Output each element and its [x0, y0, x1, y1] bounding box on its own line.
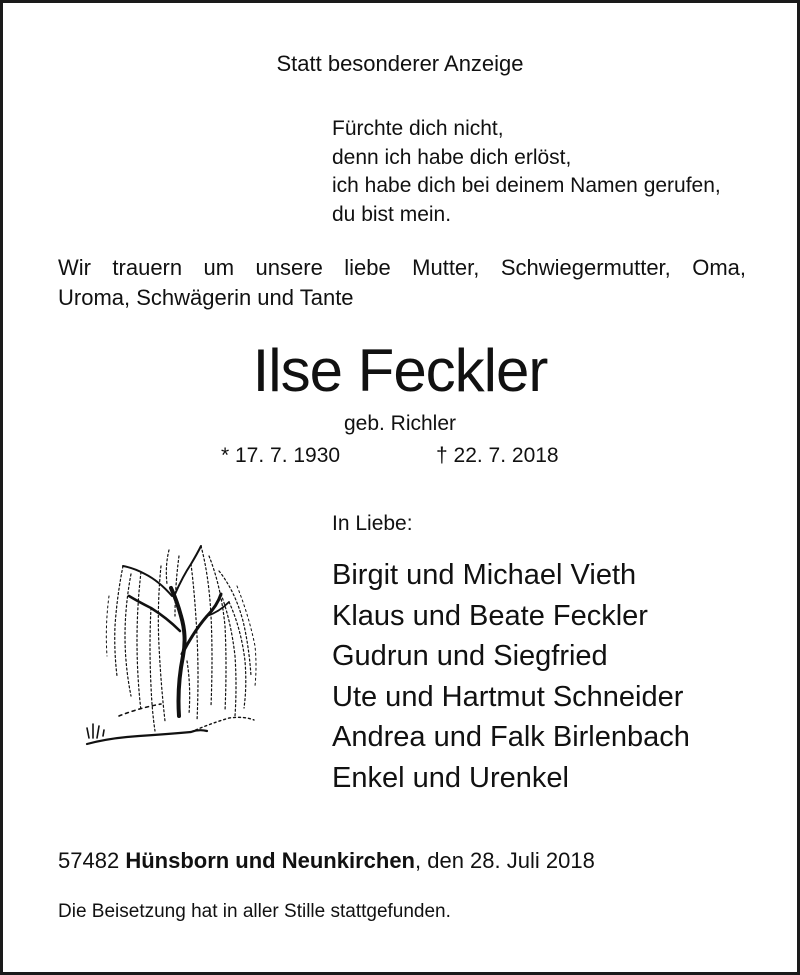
verse-line: denn ich habe dich erlöst, — [332, 145, 572, 169]
birth-date: * 17. 7. 1930 — [221, 444, 341, 467]
mourning-line: Uroma, Schwägerin und Tante — [58, 285, 354, 310]
family-member: Klaus und Beate Feckler — [332, 599, 648, 632]
family-member: Birgit und Michael Vieth — [332, 559, 637, 591]
burial-note: Die Beisetzung hat in aller Stille stattgefunden. — [58, 901, 451, 922]
towns: Hünsborn und Neunkirchen — [125, 848, 415, 873]
verse-line: du bist mein. — [332, 202, 452, 226]
family-member: Gudrun und Siegfried — [332, 640, 608, 672]
weeping-willow-icon — [79, 536, 279, 766]
verse-line: Fürchte dich nicht, — [332, 117, 504, 140]
notice-date: , den 28. Juli 2018 — [415, 848, 595, 873]
deceased-name: Ilse Feckler — [252, 337, 548, 404]
mourning-line: Wir trauern um unsere liebe Mutter, Schwiegermutter, Oma, — [58, 255, 746, 280]
weeping-willow-drawing — [79, 536, 279, 766]
verse-line: ich habe dich bei deinem Namen gerufen, — [332, 174, 721, 197]
family-member: Enkel und Urenkel — [332, 761, 569, 794]
header-notice: Statt besonderer Anzeige — [276, 51, 524, 76]
maiden-name: geb. Richler — [343, 412, 457, 435]
place-and-date — [58, 848, 595, 874]
bible-verse — [332, 115, 721, 229]
zip-code: 57482 — [58, 848, 120, 873]
family-member: Ute und Hartmut Schneider — [332, 680, 684, 713]
family-list — [332, 555, 690, 798]
family-member: Andrea und Falk Birlenbach — [332, 721, 690, 753]
mourning-statement — [58, 253, 746, 313]
in-love-heading: In Liebe: — [332, 512, 413, 535]
death-date: † 22. 7. 2018 — [436, 444, 559, 467]
